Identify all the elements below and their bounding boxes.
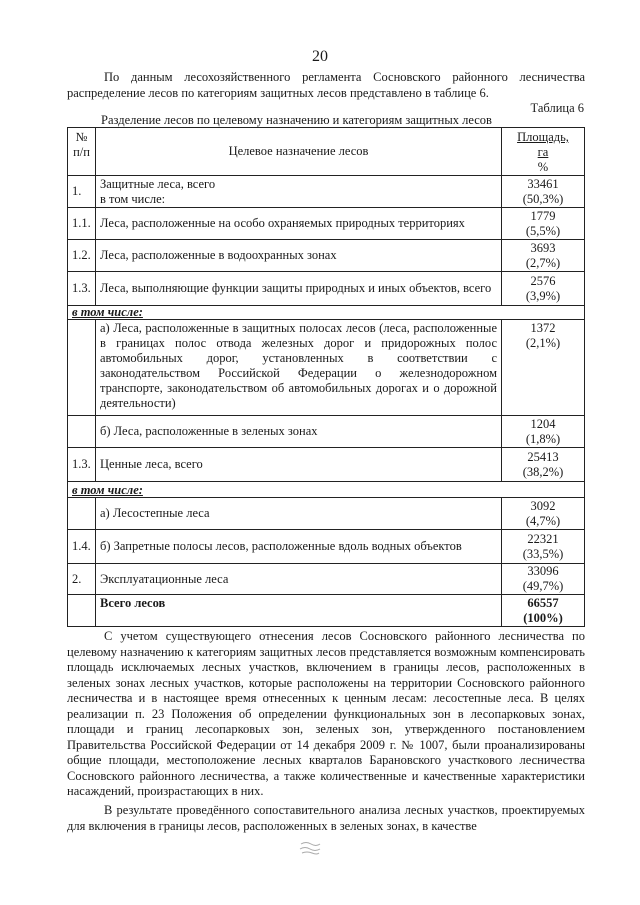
row-text: Леса, выполняющие функции защиты природных и иных объектов, всего [96,272,502,306]
page-stamp-mark [298,840,322,856]
header-num [68,128,96,176]
total-area [502,595,585,627]
table-subheader-row [68,306,585,320]
row-pct: (3,9%) [525,288,561,303]
row-area [502,564,585,595]
table-caption: Разделение лесов по целевому назначению и категориям защитных лесов [101,113,492,127]
row-text: б) Леса, расположенные в зеленых зонах [96,416,502,448]
table-row [68,208,585,240]
row-value: 1204 [530,416,556,431]
row-value: 1779 [530,208,556,223]
row-text: Ценные леса, всего [96,448,502,482]
table-row [68,448,585,482]
row-num: 1. [68,176,96,208]
row-text: а) Лесостепные леса [96,498,502,530]
header-purpose: Целевое назначение лесов [96,128,502,176]
in-that-number-label: в том числе: [72,305,143,319]
table-total-row [68,595,585,627]
row-pct: (33,5%) [522,546,564,561]
row-pct: (4,7%) [525,513,561,528]
row-value: 1372 [530,321,556,335]
page-number: 20 [312,48,328,65]
row-pct: (49,7%) [522,579,564,593]
table-label: Таблица 6 [530,101,584,115]
table-header-row [68,128,585,176]
row-text: Защитные леса, всего в том числе: [96,176,502,208]
row-value: 2576 [530,273,556,288]
header-num-line1: № [75,130,88,144]
row-num: 1.3. [68,448,96,482]
row-num: 1.4. [68,530,96,564]
row-num-empty [68,498,96,530]
row-text: Эксплуатационные леса [96,564,502,595]
header-area [502,128,585,176]
in-that-number-label: в том числе: [72,482,143,497]
header-area-line2: га [537,145,549,159]
row-area [502,498,585,530]
row-area [502,208,585,240]
row-text: а) Леса, расположенные в защитных полосах лесов (леса, расположенные в границах полос отвода железных дорог и придорожных полос автомобильных дорог, установленных в соответствии с законодательством Российской Федерации о железнодорожном транспорте, законодательством об автомобильных дорогах и о дорожной деятельности) [96,320,502,416]
row-num: 2. [68,564,96,595]
row-pct: (50,3%) [522,191,564,206]
row-value: 3092 [530,498,556,513]
header-area-line3: % [537,160,549,174]
total-text: Всего лесов [96,595,502,627]
row-value: 3693 [530,240,556,255]
row-pct: (2,1%) [525,336,561,350]
row-text: Леса, расположенные на особо охраняемых природных территориях [96,208,502,240]
row-area [502,176,585,208]
table-row [68,176,585,208]
row-pct: (1,8%) [525,431,561,446]
row-value: 33461 [527,176,559,191]
table-subheader-row [68,482,585,498]
table-row [68,530,585,564]
row-num-empty [68,595,96,627]
intro-paragraph: По данным лесохозяйственного регламента Сосновского районного лесничества распределение лесов по категориям защитных лесов представлено в таблице 6. [67,70,585,100]
table-row [68,564,585,595]
row-area [502,416,585,448]
row-value: 25413 [527,449,559,464]
row-area [502,240,585,272]
row-pct: (38,2%) [522,464,564,479]
header-num-line2: п/п [73,145,90,159]
row-area [502,272,585,306]
body-paragraph-2: С учетом существующего отнесения лесов Сосновского районного лесничества по целевому назначению к категориям защитных лесов представляется возможным компенсировать площадь исключаемых лесных участков, включением в границы лесов, расположенных в зеленых зонах лесных участков, которые расположены на территории Сосновского районного лесничества и в настоящее время отнесенных к ценным лесам: лесостепные леса. В целях реализации п. 23 Положения об определении функциональных зон в лесопарковых зонах, площади и границ лесопарковых зон, зеленых зон, утвержденного постановлением Правительства Российской Федерации от 14 декабря 2009 г. № 1007, были проанализированы общие площади, местоположение лесных кварталов Барановского участкового лесничества Сосновского районного лесничества, а также количественные и качественные характеристики насаждений, произрастающих в них. [67,629,585,798]
body-paragraph-3: В результате проведённого сопоставительного анализа лесных участков, проектируемых для включения в границы лесов, расположенных в зеленых зонах, в качестве [67,803,585,833]
row-text: б) Запретные полосы лесов, расположенные вдоль водных объектов [96,530,502,564]
table-row [68,320,585,416]
row-area [502,320,585,416]
row-num: 1.3. [68,272,96,306]
row-pct: (5,5%) [525,223,561,238]
row-value: 22321 [527,531,559,546]
total-pct: (100%) [523,610,563,625]
row-value: 33096 [527,564,559,578]
table-row [68,498,585,530]
row-area [502,530,585,564]
row-text: Леса, расположенные в водоохранных зонах [96,240,502,272]
header-area-line1: Площадь, [517,130,569,144]
table-row [68,416,585,448]
row-num-empty [68,320,96,416]
row-area [502,448,585,482]
row-pct: (2,7%) [525,255,561,270]
total-value: 66557 [527,595,559,610]
forest-category-table [67,127,585,627]
table-row [68,240,585,272]
table-row [68,272,585,306]
row-num: 1.1. [68,208,96,240]
row-num: 1.2. [68,240,96,272]
row-num-empty [68,416,96,448]
